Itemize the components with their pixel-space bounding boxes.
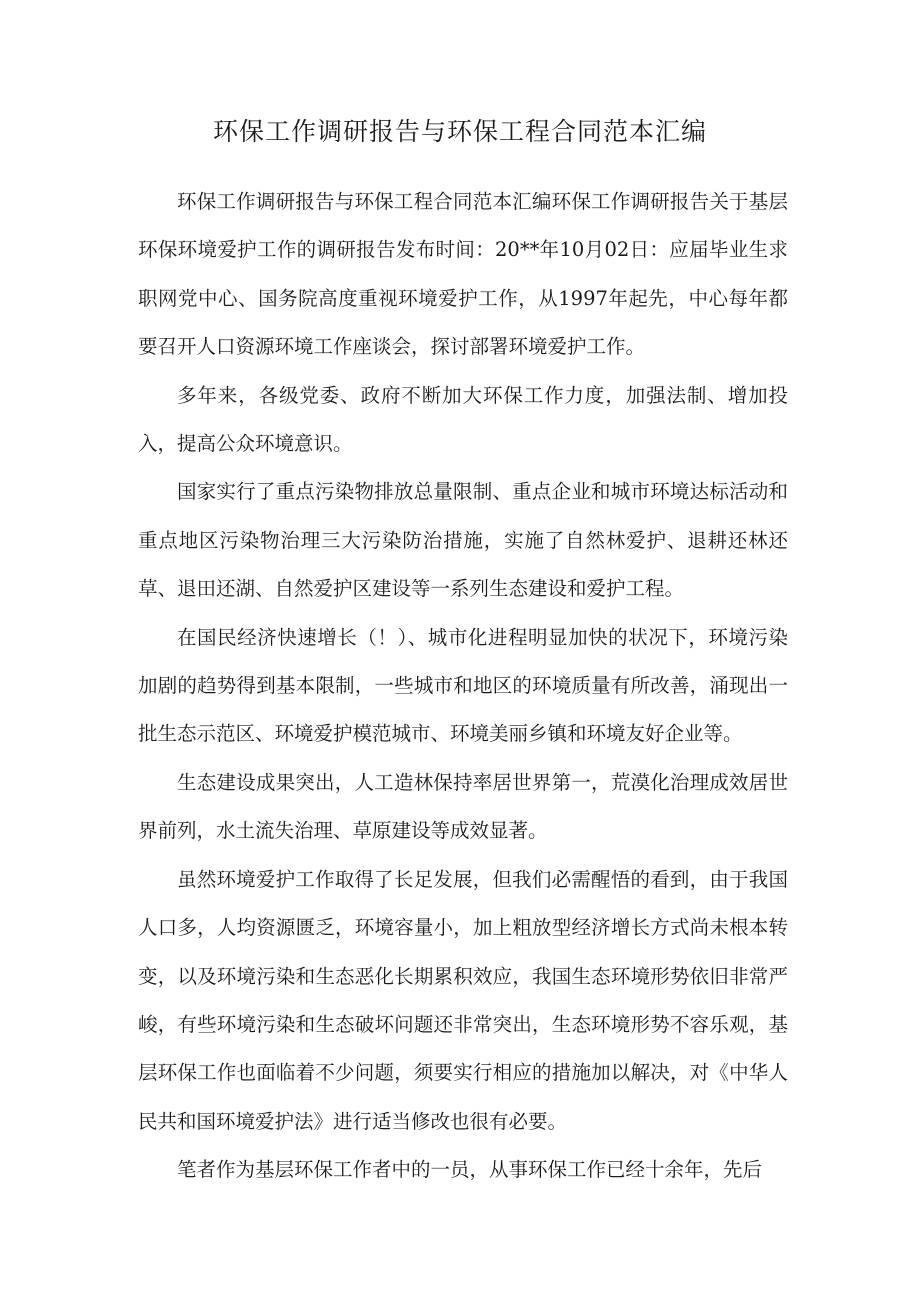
paragraph: 生态建设成果突出，人工造林保持率居世界第一，荒漠化治理成效居世界前列，水土流失治理、草原建设等成效显著。 — [138, 770, 788, 843]
paragraph: 多年来，各级党委、政府不断加大环保工作力度，加强法制、增加投入，提高公众环境意识。 — [138, 383, 788, 456]
paragraph: 虽然环境爱护工作取得了长足发展，但我们必需醒悟的看到，由于我国人口多，人均资源匮乏，环境容量小，加上粗放型经济增长方式尚未根本转变，以及环境污染和生态恶化长期累积效应，我国生态环境形势依旧非常严峻，有些环境污染和生态破坏问题还非常突出，生态环境形势不容乐观，基层环保工作也面临着不少问题，须要实行相应的措施加以解决，对《中华人民共和国环境爱护法》进行适当修改也很有必要。 — [138, 867, 788, 1133]
document-body — [138, 178, 788, 1195]
paragraph: 环保工作调研报告与环保工程合同范本汇编环保工作调研报告关于基层环保环境爱护工作的调研报告发布时间：20**年10月02日：应届毕业生求职网党中心、国务院高度重视环境爱护工作，从1997年起先，中心每年都要召开人口资源环境工作座谈会，探讨部署环境爱护工作。 — [138, 190, 788, 359]
document-title: 环保工作调研报告与环保工程合同范本汇编 — [212, 117, 707, 146]
paragraph: 在国民经济快速增长（！）、城市化进程明显加快的状况下，环境污染加剧的趋势得到基本限制，一些城市和地区的环境质量有所改善，涌现出一批生态示范区、环境爱护模范城市、环境美丽乡镇和环境友好企业等。 — [138, 625, 788, 746]
paragraph: 国家实行了重点污染物排放总量限制、重点企业和城市环境达标活动和重点地区污染物治理三大污染防治措施，实施了自然林爱护、退耕还林还草、退田还湖、自然爱护区建设等一系列生态建设和爱护工程。 — [138, 480, 788, 601]
paragraph: 笔者作为基层环保工作者中的一员，从事环保工作已经十余年，先后 — [177, 1158, 763, 1182]
